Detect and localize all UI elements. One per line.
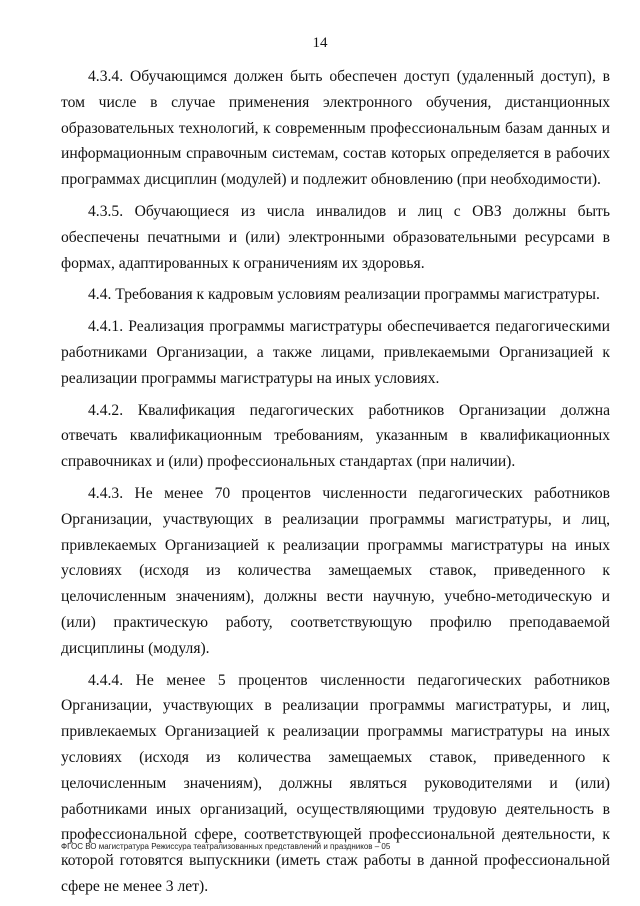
paragraph-4-4-4: 4.4.4. Не менее 5 процентов численности педагогических работников Организации, участвующих в реализации программы магистратуры, и лиц, привлекаемых Организацией к реализации программы магистратуры на иных условиях (исходя из количества замещаемых ставок, приведенного к целочисленным значениям), должны являться руководителями и (или) работниками иных организаций, осуществляющими трудовую деятельность в профессиональной сфере, соответствующей профессиональной деятельности, к которой готовятся выпускники (иметь стаж работы в данной профессиональной сфере не менее 3 лет).: [61, 671, 610, 895]
document-body: [61, 64, 610, 906]
paragraph-4-4-heading: 4.4. Требования к кадровым условиям реализации программы магистратуры.: [88, 286, 600, 304]
page-footer: ФГОС ВО магистратура Режиссура театрализованных представлений и праздников – 05: [61, 842, 391, 851]
paragraph-4-3-5: 4.3.5. Обучающиеся из числа инвалидов и лиц с ОВЗ должны быть обеспечены печатными и (или) электронными образовательными ресурсами в формах, адаптированных к ограничениям их здоровья.: [61, 202, 610, 272]
paragraph-4-4-3: 4.4.3. Не менее 70 процентов численности педагогических работников Организации, участвующих в реализации программы магистратуры, и лиц, привлекаемых Организацией к реализации программы магистратуры на иных условиях (исходя из количества замещаемых ставок, приведенного к целочисленным значениям), должны вести научную, учебно-методическую и (или) практическую работу, соответствующую профилю преподаваемой дисциплины (модуля).: [61, 484, 610, 657]
paragraph-4-3-4: 4.3.4. Обучающимся должен быть обеспечен доступ (удаленный доступ), в том числе в случае применения электронного обучения, дистанционных образовательных технологий, к современным профессиональным базам данных и информационным справочным системам, состав которых определяется в рабочих программах дисциплин (модулей) и подлежит обновлению (при необходимости).: [61, 68, 610, 189]
paragraph-4-4-1: 4.4.1. Реализация программы магистратуры обеспечивается педагогическими работниками Организации, а также лицами, привлекаемыми Организацией к реализации программы магистратуры на иных условиях.: [61, 318, 610, 387]
paragraph-4-4-2: 4.4.2. Квалификация педагогических работников Организации должна отвечать квалификационным требованиям, указанным в квалификационных справочниках и (или) профессиональных стандартах (при наличии).: [61, 401, 610, 471]
page-number: 14: [312, 35, 328, 51]
